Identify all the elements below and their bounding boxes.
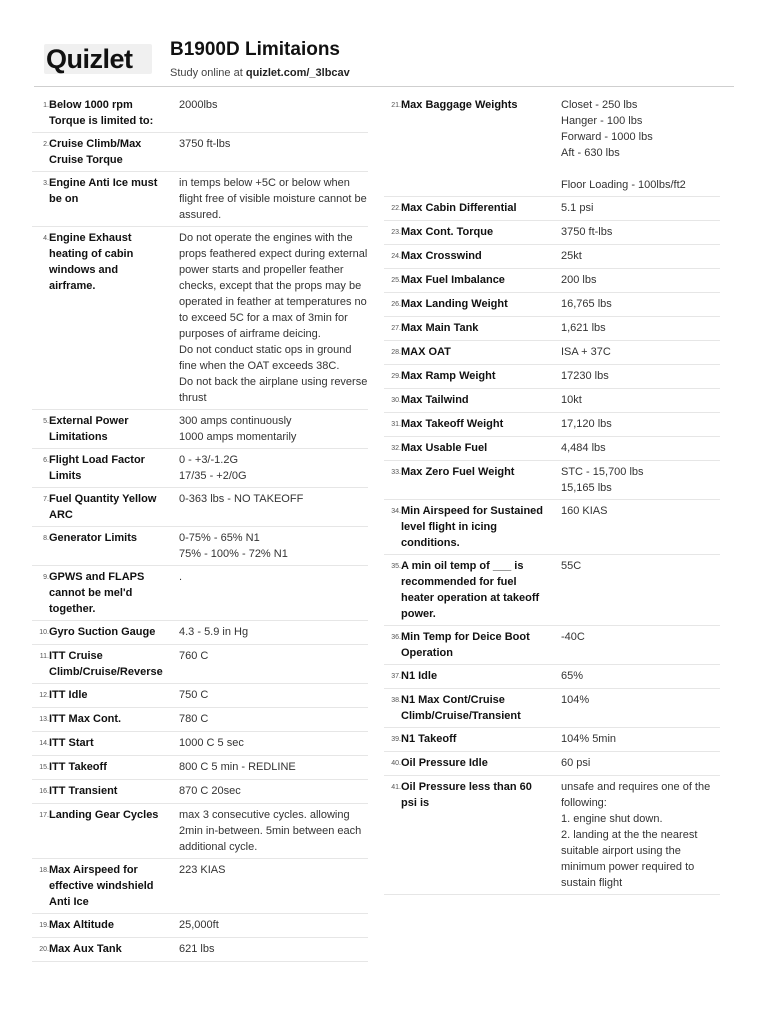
- card-term: Oil Pressure less than 60 psi is: [401, 781, 532, 809]
- card-term: ITT Transient: [49, 785, 118, 797]
- card-row: [32, 410, 368, 449]
- card-definition: 621 lbs: [179, 943, 215, 955]
- card-row: [32, 621, 368, 645]
- card-term: Max Ramp Weight: [401, 370, 496, 382]
- card-number: 6.: [43, 457, 49, 464]
- card-definition: 760 C: [179, 650, 209, 662]
- card-term: Max Main Tank: [401, 322, 479, 334]
- card-definition: 750 C: [179, 689, 209, 701]
- card-term: Fuel Quantity Yellow ARC: [49, 493, 157, 521]
- card-row: [384, 626, 720, 665]
- card-row: [384, 461, 720, 500]
- card-number: 11.: [39, 653, 49, 660]
- card-definition: 4.3 - 5.9 in Hg: [179, 626, 249, 638]
- card-row: [384, 413, 720, 437]
- card-definition: 870 C 20sec: [179, 785, 241, 797]
- card-row: [384, 728, 720, 752]
- card-term: Max Usable Fuel: [401, 442, 488, 454]
- card-definition: 800 C 5 min - REDLINE: [179, 761, 296, 773]
- card-number: 23.: [391, 229, 401, 236]
- card-term: ITT Cruise Climb/Cruise/Reverse: [49, 650, 163, 678]
- card-row: [32, 645, 368, 684]
- card-row: [384, 269, 720, 293]
- card-number: 19.: [39, 922, 49, 929]
- card-term: MAX OAT: [401, 346, 451, 358]
- card-term: A min oil temp of ___ is recommended for fuel heater operation at takeoff power.: [401, 560, 540, 620]
- card-number: 41.: [391, 784, 401, 791]
- card-row: [384, 389, 720, 413]
- card-term: Max Cabin Differential: [401, 202, 517, 214]
- card-number: 8.: [43, 535, 49, 542]
- card-definition: 0-363 lbs - NO TAKEOFF: [179, 493, 304, 505]
- card-definition: -40C: [561, 631, 585, 643]
- card-number: 5.: [43, 418, 49, 425]
- header-divider: [34, 86, 734, 87]
- page-header: [44, 38, 734, 86]
- card-number: 10.: [39, 629, 49, 636]
- card-term: Oil Pressure Idle: [401, 757, 488, 769]
- card-row: [384, 776, 720, 895]
- card-row: [32, 172, 368, 227]
- card-number: 33.: [391, 469, 401, 476]
- card-row: [32, 133, 368, 172]
- card-term: Max Airspeed for effective windshield Anti Ice: [49, 864, 154, 908]
- card-term: Max Aux Tank: [49, 943, 122, 955]
- card-definition: 1000 C 5 sec: [179, 737, 244, 749]
- card-term: Min Airspeed for Sustained level flight in icing conditions.: [401, 505, 544, 549]
- card-term: Max Takeoff Weight: [401, 418, 504, 430]
- card-term: Engine Anti Ice must be on: [49, 177, 158, 205]
- card-definition: 5.1 psi: [561, 202, 594, 214]
- card-definition: .: [179, 571, 183, 583]
- card-term: Max Baggage Weights: [401, 99, 518, 111]
- card-definition: 25kt: [561, 250, 582, 262]
- card-term: GPWS and FLAPS cannot be mel'd together.: [49, 571, 145, 615]
- card-number: 1.: [43, 102, 49, 109]
- card-row: [384, 500, 720, 555]
- card-term: Max Crosswind: [401, 250, 482, 262]
- card-term: ITT Takeoff: [49, 761, 107, 773]
- card-number: 26.: [391, 301, 401, 308]
- card-definition: STC - 15,700 lbs 15,165 lbs: [561, 466, 644, 494]
- card-definition: 223 KIAS: [179, 864, 226, 876]
- card-term: External Power Limitations: [49, 415, 129, 443]
- card-number: 28.: [391, 349, 401, 356]
- card-definition: 3750 ft-lbs: [179, 138, 231, 150]
- cards-column-right: [384, 94, 720, 895]
- card-row: [384, 665, 720, 689]
- card-definition: 104% 5min: [561, 733, 617, 745]
- card-term: Landing Gear Cycles: [49, 809, 159, 821]
- card-definition: 780 C: [179, 713, 209, 725]
- page-title: B1900D Limitaions: [170, 39, 340, 60]
- card-number: 31.: [391, 421, 401, 428]
- card-number: 37.: [391, 673, 401, 680]
- card-number: 9.: [43, 574, 49, 581]
- card-definition: 104%: [561, 694, 590, 706]
- card-row: [384, 245, 720, 269]
- card-row: [384, 293, 720, 317]
- card-definition: 4,484 lbs: [561, 442, 606, 454]
- card-definition: 65%: [561, 670, 584, 682]
- card-definition: 160 KIAS: [561, 505, 608, 517]
- card-number: 16.: [39, 788, 49, 795]
- subtitle-prefix: Study online at: [170, 67, 246, 79]
- card-number: 36.: [391, 634, 401, 641]
- card-definition: 3750 ft-lbs: [561, 226, 613, 238]
- card-term: Max Tailwind: [401, 394, 469, 406]
- card-term: Flight Load Factor Limits: [49, 454, 145, 482]
- card-row: [32, 914, 368, 938]
- card-number: 25.: [391, 277, 401, 284]
- card-row: [32, 566, 368, 621]
- card-number: 38.: [391, 697, 401, 704]
- card-row: [384, 365, 720, 389]
- card-term: Max Fuel Imbalance: [401, 274, 505, 286]
- card-number: 7.: [43, 496, 49, 503]
- card-number: 32.: [391, 445, 401, 452]
- card-number: 39.: [391, 736, 401, 743]
- card-number: 30.: [391, 397, 401, 404]
- card-number: 21.: [391, 102, 401, 109]
- card-number: 18.: [39, 867, 49, 874]
- card-row: [384, 317, 720, 341]
- card-definition: in temps below +5C or below when flight free of visible moisture cannot be assured.: [179, 177, 367, 221]
- card-definition: 25,000ft: [179, 919, 219, 931]
- card-term: N1 Takeoff: [401, 733, 457, 745]
- card-term: Max Cont. Torque: [401, 226, 494, 238]
- card-number: 20.: [39, 946, 49, 953]
- card-row: [32, 859, 368, 914]
- card-definition: 2000lbs: [179, 99, 218, 111]
- card-term: N1 Max Cont/Cruise Climb/Cruise/Transient: [401, 694, 521, 722]
- card-term: Generator Limits: [49, 532, 138, 544]
- card-definition: 1,621 lbs: [561, 322, 606, 334]
- card-number: 12.: [39, 692, 49, 699]
- card-row: [32, 449, 368, 488]
- card-row: [32, 94, 368, 133]
- card-term: ITT Max Cont.: [49, 713, 122, 725]
- card-term: Max Landing Weight: [401, 298, 508, 310]
- card-definition: 55C: [561, 560, 582, 572]
- subtitle-url-link[interactable]: quizlet.com/_3lbcav: [245, 67, 350, 79]
- card-row: [384, 94, 720, 197]
- card-term: Min Temp for Deice Boot Operation: [401, 631, 530, 659]
- card-definition: 60 psi: [561, 757, 591, 769]
- card-number: 15.: [39, 764, 49, 771]
- card-number: 2.: [43, 141, 49, 148]
- card-definition: Closet - 250 lbs Hanger - 100 lbs Forward - 1000 lbs Aft - 630 lbs Floor Loading - 100lbs/ft2: [561, 99, 686, 191]
- card-number: 17.: [39, 812, 49, 819]
- card-term: ITT Idle: [49, 689, 88, 701]
- card-term: Max Altitude: [49, 919, 114, 931]
- card-number: 13.: [39, 716, 49, 723]
- card-term: Below 1000 rpm Torque is limited to:: [49, 99, 154, 127]
- card-number: 4.: [43, 235, 49, 242]
- card-row: [384, 341, 720, 365]
- card-row: [384, 197, 720, 221]
- card-number: 22.: [391, 205, 401, 212]
- card-definition: 0 - +3/-1.2G 17/35 - +2/0G: [179, 454, 247, 482]
- card-term: ITT Start: [49, 737, 94, 749]
- card-row: [384, 221, 720, 245]
- card-number: 29.: [391, 373, 401, 380]
- cards-column-left: [32, 94, 368, 962]
- card-row: [32, 527, 368, 566]
- card-term: Gyro Suction Gauge: [49, 626, 156, 638]
- logo-text: Quizlet: [46, 44, 133, 74]
- card-row: [32, 708, 368, 732]
- card-term: N1 Idle: [401, 670, 438, 682]
- card-term: Max Zero Fuel Weight: [401, 466, 515, 478]
- card-number: 27.: [391, 325, 401, 332]
- card-row: [32, 227, 368, 410]
- card-row: [384, 752, 720, 776]
- card-row: [384, 555, 720, 626]
- card-number: 40.: [391, 760, 401, 767]
- card-row: [32, 780, 368, 804]
- card-row: [384, 437, 720, 461]
- quizlet-logo[interactable]: [44, 44, 152, 74]
- card-row: [32, 684, 368, 708]
- page-subtitle: [170, 66, 350, 80]
- card-row: [32, 938, 368, 962]
- card-definition: 17,120 lbs: [561, 418, 612, 430]
- card-row: [32, 488, 368, 527]
- card-term: Engine Exhaust heating of cabin windows and airframe.: [49, 232, 134, 292]
- card-definition: 16,765 lbs: [561, 298, 612, 310]
- card-number: 34.: [391, 508, 401, 515]
- card-row: [32, 804, 368, 859]
- card-term: Cruise Climb/Max Cruise Torque: [49, 138, 142, 166]
- card-number: 14.: [39, 740, 49, 747]
- card-definition: 10kt: [561, 394, 582, 406]
- card-row: [32, 732, 368, 756]
- card-definition: max 3 consecutive cycles. allowing 2min in-between. 5min between each additional cycle.: [179, 809, 362, 853]
- card-definition: 0-75% - 65% N1 75% - 100% - 72% N1: [179, 532, 288, 560]
- card-definition: 200 lbs: [561, 274, 597, 286]
- card-definition: ISA + 37C: [561, 346, 611, 358]
- card-row: [384, 689, 720, 728]
- card-definition: Do not operate the engines with the props feathered expect during external power starts and propeller feather checks, except that the props may be operated in feather at temperatures no to exceed 5C for a max of 3min for purposes of airframe deicing. Do not conduct static ops in ground fine when the OAT exceeds 38C. Do not back the airplane using reverse thrust: [179, 232, 368, 404]
- card-definition: 300 amps continuously 1000 amps momentarily: [179, 415, 297, 443]
- card-row: [32, 756, 368, 780]
- card-number: 3.: [43, 180, 49, 187]
- card-number: 35.: [391, 563, 401, 570]
- card-definition: unsafe and requires one of the following: 1. engine shut down. 2. landing at the the nearest suitable airport using the minimum power required to sustain flight: [561, 781, 711, 889]
- card-definition: 17230 lbs: [561, 370, 609, 382]
- card-number: 24.: [391, 253, 401, 260]
